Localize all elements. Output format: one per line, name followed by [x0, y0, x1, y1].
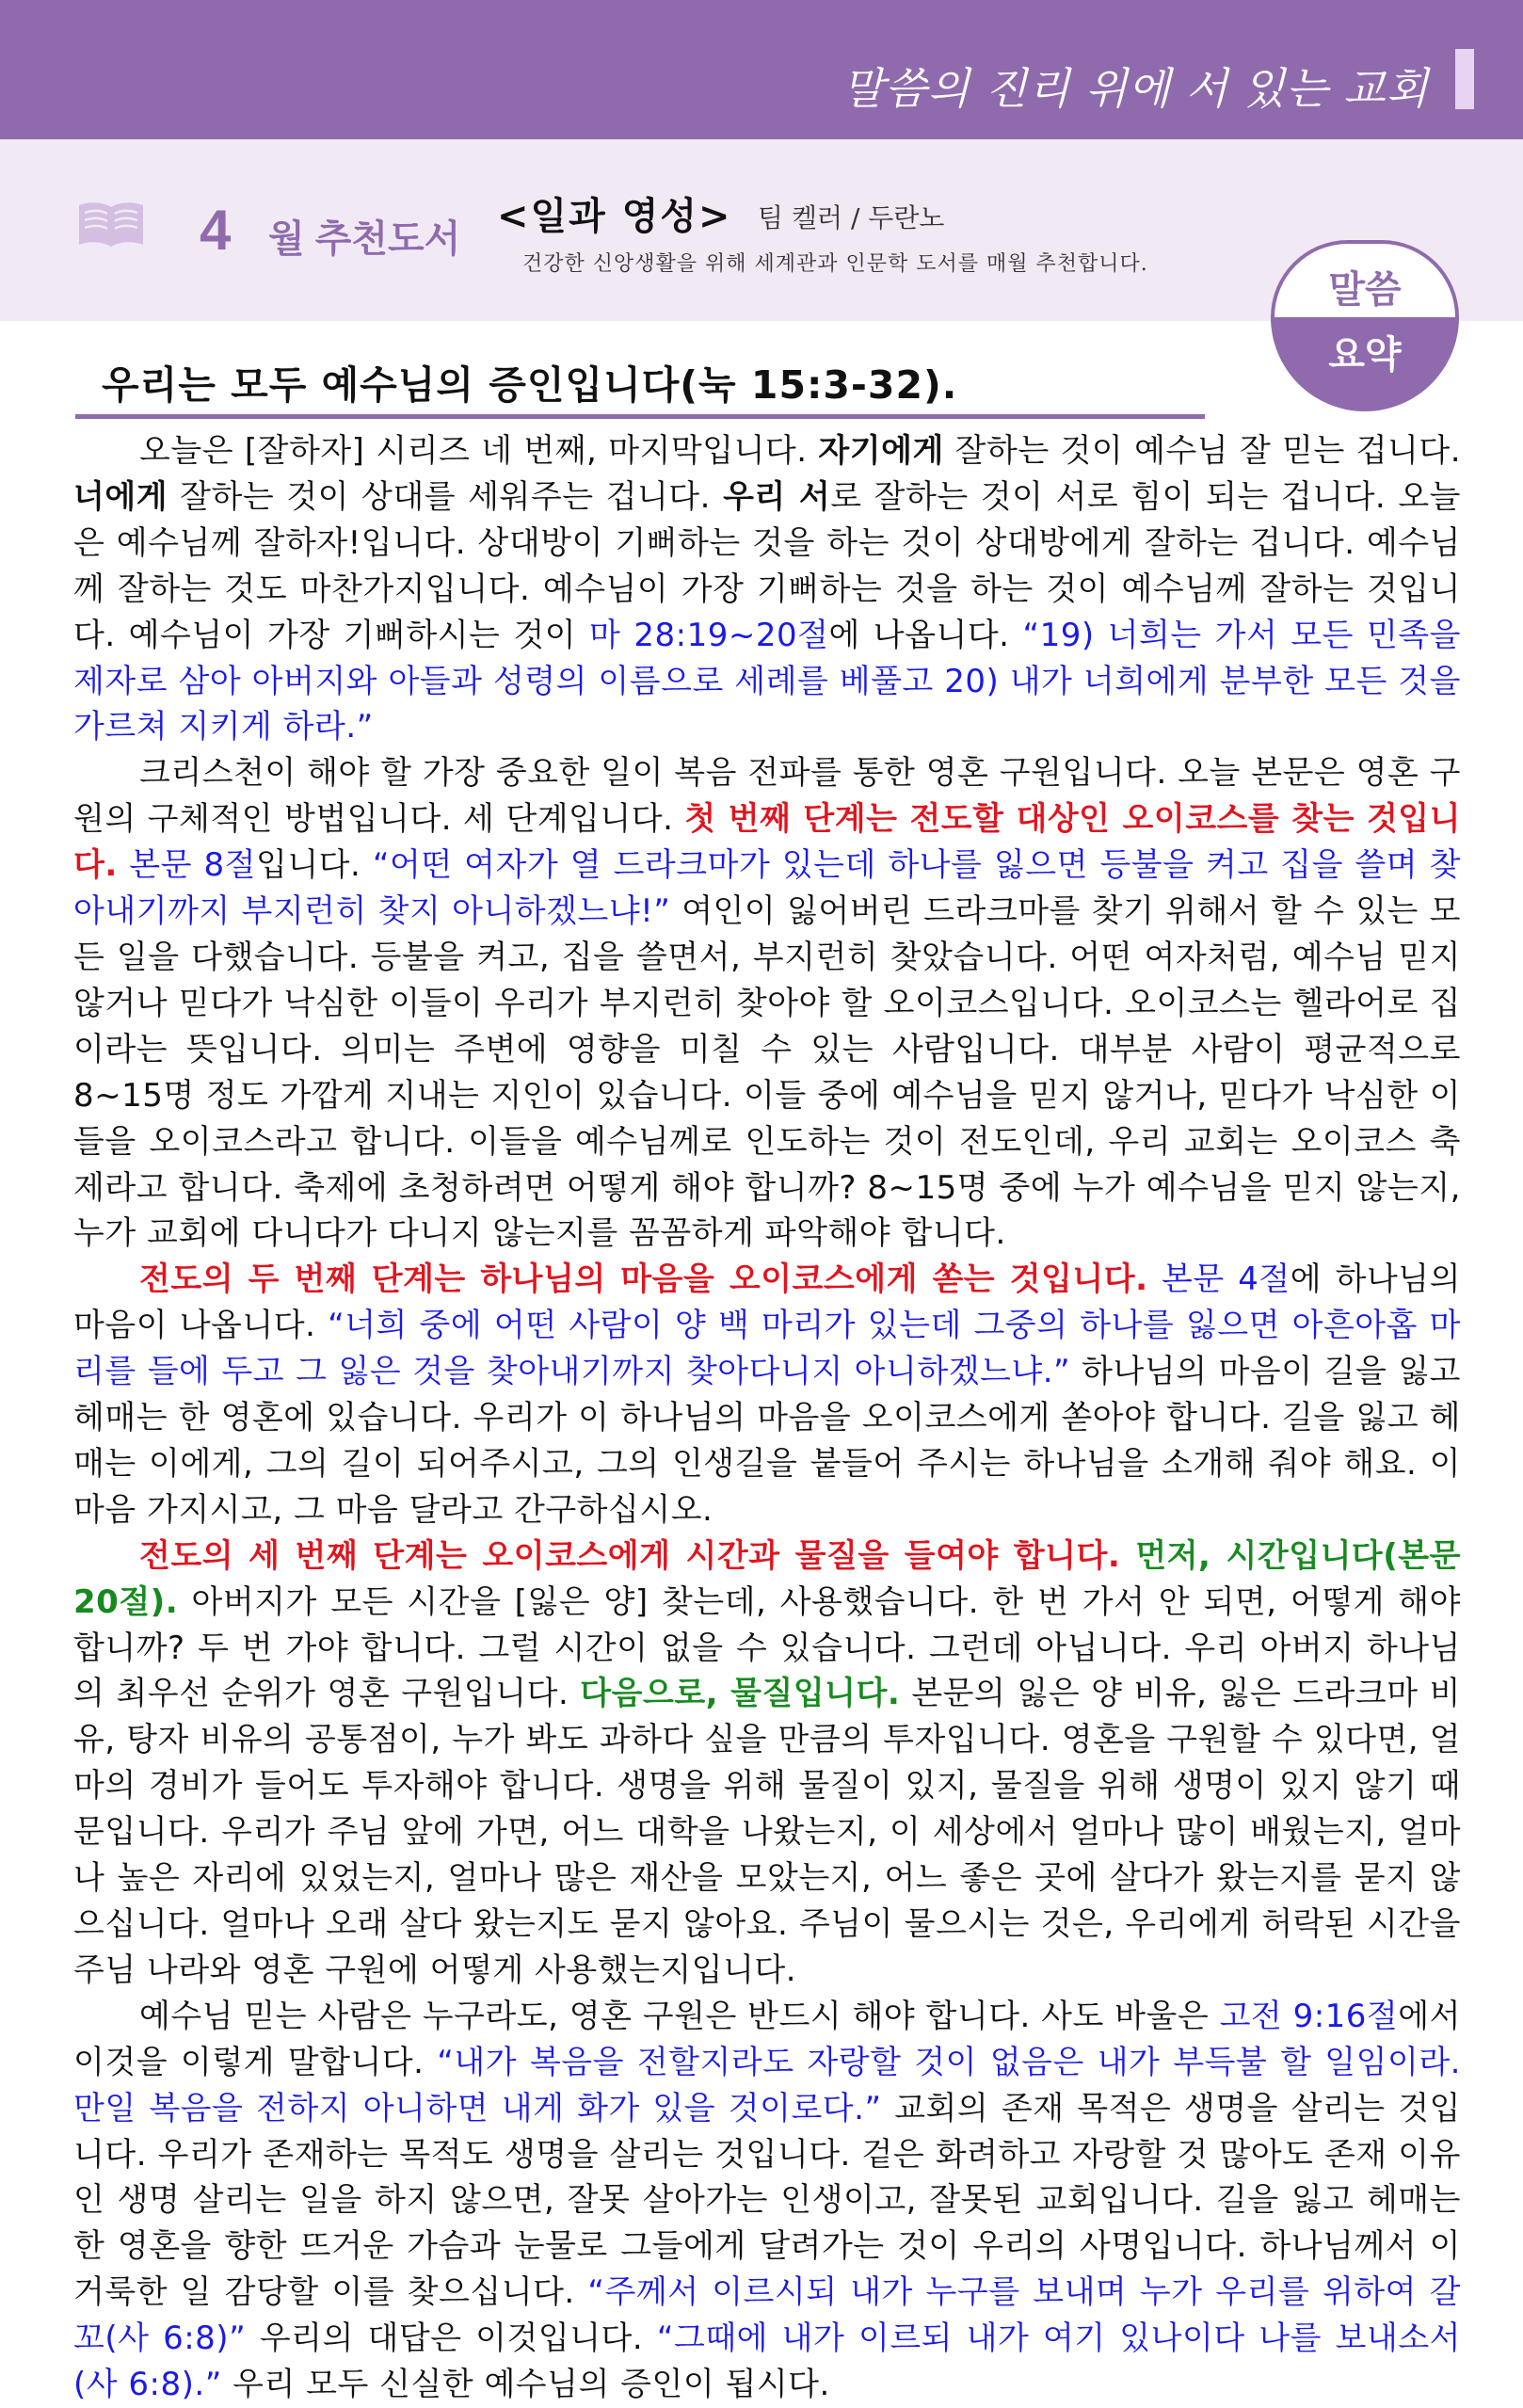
text-run: 우리의 대답은 이것입니다. [246, 2320, 657, 2358]
text-run: 에 나옵니다. [828, 616, 1023, 654]
text-run: 하나님의 마음이 길을 잃고 헤매는 한 영혼에 있습니다. 우리가 이 하나님의 마음을 오이코스에게 쏟아야 합니다. 길을 잃고 헤매는 이에게, 그의 길이 되어주시고, 그의 인생길을 붙들어 주시는 하나님을 소개해 줘야 해요. 이 마음 가지시고, 그 마음 달라고 간구하십시오. [73, 1353, 1462, 1529]
paragraph [73, 1257, 1461, 1533]
text-run-blue: 고전 9:16절 [1219, 1997, 1399, 2035]
text-run-blue: 본문 4절 [1162, 1260, 1291, 1299]
text-run: 입니다. [255, 846, 373, 885]
text-run-blue: “너희 중에 어떤 사람이 양 백 마리가 있는데 그중의 하나를 잃으면 아흔아홉 마리를 들에 두고 그 잃은 것을 찾아내기까지 찾아다니지 아니하겠느냐.” [73, 1307, 1461, 1391]
text-run-red: 전도의 두 번째 단계는 하나님의 마음을 오이코스에게 쏟는 것입니다. [139, 1260, 1148, 1299]
text-run-b: 자기에게 [818, 432, 944, 470]
text-run-blue: “어떤 여자가 열 드라크마가 있는데 하나를 잃으면 등불을 켜고 집을 쓸며 찾아내기까지 부지런히 찾지 아니하겠느냐!” [73, 846, 1461, 931]
text-run-blue: “19) 너희는 가서 모든 민족을 제자로 삼아 아버지와 아들과 성령의 이름으로 세례를 베풀고 20) 내가 너희에게 분부한 모든 것을 가르쳐 지키게 하라.” [73, 616, 1461, 746]
header-bar [0, 0, 1523, 139]
text-run: 아버지가 모든 시간을 [잃은 양] 찾는데, 사용했습니다. 한 번 가서 안 되면, 어떻게 해야 합니까? 두 번 가야 합니다. 그럴 시간이 없을 수 있습니다. 그런데 아닙니다. 우리 아버지 하나님의 최우선 순위가 영혼 구원입니다. [73, 1582, 1461, 1713]
paragraph [73, 750, 1461, 1257]
text-run: 교회의 존재 목적은 생명을 살리는 것입니다. 우리가 존재하는 목적도 생명을 살리는 것입니다. 겉은 화려하고 자랑할 것 많아도 존재 이유인 생명 살리는 일을 하지 않으면, 잘못 살아가는 인생이고, 잘못된 교회입니다. 길을 잃고 헤매는 한 영혼을 향한 뜨거운 가슴과 눈물로 그들에게 달려가는 것이 우리의 사명입니다. 하나님께서 이 거룩한 일 감당할 이를 찾으십니다. [73, 2089, 1461, 2312]
badge-bottom-label: 요약 [1271, 317, 1459, 411]
sermon-body [73, 428, 1461, 2408]
text-run-red: 전도의 세 번째 단계는 오이코스에게 시간과 물질을 들여야 합니다. [139, 1536, 1121, 1575]
text-run-green: 다음으로, 물질입니다. [580, 1675, 901, 1713]
text-run-blue: “주께서 이르시되 내가 누구를 보내며 누가 우리를 위하여 갈꼬(사 6:8)” [73, 2273, 1461, 2358]
text-run: 에 하나님의 마음이 나옵니다. [73, 1260, 1461, 1345]
paragraph [73, 1994, 1461, 2408]
text-run-blue: “그때에 내가 이르되 내가 여기 있나이다 나를 보내소서(사 6:8).” [73, 2320, 1462, 2404]
text-run-green: 먼저, 시간입니다(본문 20절). [73, 1536, 1461, 1621]
text-run: 에서 이것을 이렇게 말합니다. [73, 1997, 1461, 2081]
text-run: 본문의 잃은 양 비유, 잃은 드라크마 비유, 탕자 비유의 공통점이, 누가 봐도 과하다 싶을 만큼의 투자입니다. 영혼을 구원할 수 있다면, 얼마의 경비가 들어도 투자해야 합니다. 생명을 위해 물질이 있지, 물질을 위해 생명이 있지 않기 때문입니다. 우리가 주님 앞에 가면, 어느 대학을 나왔는지, 이 세상에서 얼마나 많이 배웠는지, 얼마나 높은 자리에 있었는지, 얼마나 많은 재산을 모았는지, 어느 좋은 곳에 살다가 왔는지를 묻지 않으십니다. 얼마나 오래 살다 왔는지도 묻지 않아요. 주님이 물으시는 것은, 우리에게 허락된 시간을 주님 나라와 영혼 구원에 어떻게 사용했는지입니다. [73, 1675, 1461, 1989]
text-run [118, 846, 130, 884]
sermon-summary-badge [1271, 240, 1459, 409]
text-run: 여인이 잃어버린 드라크마를 찾기 위해서 할 수 있는 모든 일을 다했습니다. 등불을 켜고, 집을 쓸면서, 부지런히 찾았습니다. 어떤 여자처럼, 예수님 믿지 않거나 믿다가 낙심한 이들이 우리가 부지런히 찾아야 할 오이코스입니다. 오이코스는 헬라어로 집이라는 뜻입니다. 의미는 주변에 영향을 미칠 수 있는 사람입니다. 대부분 사람이 평균적으로 8~15명 정도 가깝게 지내는 지인이 있습니다. 이들 중에 예수님을 믿지 않거나, 믿다가 낙심한 이들을 오이코스라고 합니다. 이들을 예수님께로 인도하는 것이 전도인데, 우리 교회는 오이코스 축제라고 합니다. 축제에 초청하려면 어떻게 해야 합니까? 8~15명 중에 누가 예수님을 믿지 않는지, 누가 교회에 다니다가 다니지 않는지를 꼼꼼하게 파악해야 합니다. [73, 892, 1462, 1253]
text-run [1148, 1260, 1162, 1298]
paragraph [73, 1533, 1461, 1994]
book-month: 4 [200, 199, 232, 262]
text-run-b: 너에게 [73, 477, 168, 516]
sermon-title: 우리는 모두 예수님의 증인입니다(눅 15:3-32). [102, 362, 958, 408]
text-run-blue: 본문 8절 [129, 846, 256, 885]
text-run-blue: 마 28:19~20절 [589, 616, 829, 654]
text-run: 오늘은 [잘하자] 시리즈 네 번째, 마지막입니다. [139, 432, 819, 470]
text-run: 우리 모두 신실한 예수님의 증인이 됩시다. [221, 2366, 830, 2404]
book-author: 팀 켈러 / 두란노 [758, 202, 945, 233]
text-run: 예수님 믿는 사람은 누구라도, 영혼 구원은 반드시 해야 합니다. 사도 바울은 [139, 1997, 1220, 2035]
text-run: 로 잘하는 것이 서로 힘이 되는 겁니다. 오늘은 예수님께 잘하자!입니다. 상대방이 기뻐하는 것을 하는 것이 상대방에게 잘하는 겁니다. 예수님께 잘하는 것도 마찬가지입니다. 예수님이 가장 기뻐하는 것을 하는 것이 예수님께 잘하는 것입니다. 예수님이 가장 기뻐하시는 것이 [73, 477, 1462, 654]
header-tab-marker [1455, 49, 1474, 109]
text-run-red: 첫 번째 단계는 전도할 대상인 오이코스를 찾는 것입니다. [73, 800, 1461, 885]
book-title: <일과 영성> [497, 194, 732, 238]
book-label: 월 추천도서 [268, 218, 461, 260]
title-underline [75, 414, 1205, 419]
header-title: 말씀의 진리 위에 서 있는 교회 [842, 63, 1429, 114]
text-run: 잘하는 것이 상대를 세워주는 겁니다. [168, 477, 724, 516]
text-run: 크리스천이 해야 할 가장 중요한 일이 복음 전파를 통한 영혼 구원입니다. 오늘 본문은 영혼 구원의 구체적인 방법입니다. 세 단계입니다. [73, 754, 1461, 839]
book-description: 건강한 신앙생활을 위해 세계관과 인문학 도서를 매월 추천합니다. [522, 252, 1148, 276]
text-run: 잘하는 것이 예수님 잘 믿는 겁니다. [943, 432, 1462, 470]
open-book-icon [77, 200, 145, 252]
paragraph [73, 428, 1461, 750]
text-run-b: 우리 서 [723, 477, 831, 516]
text-run-blue: “내가 복음을 전할지라도 자랑할 것이 없음은 내가 부득불 할 일임이라. 만일 복음을 전하지 아니하면 내게 화가 있을 것이로다.” [73, 2043, 1461, 2127]
badge-top-label: 말씀 [1271, 240, 1459, 317]
